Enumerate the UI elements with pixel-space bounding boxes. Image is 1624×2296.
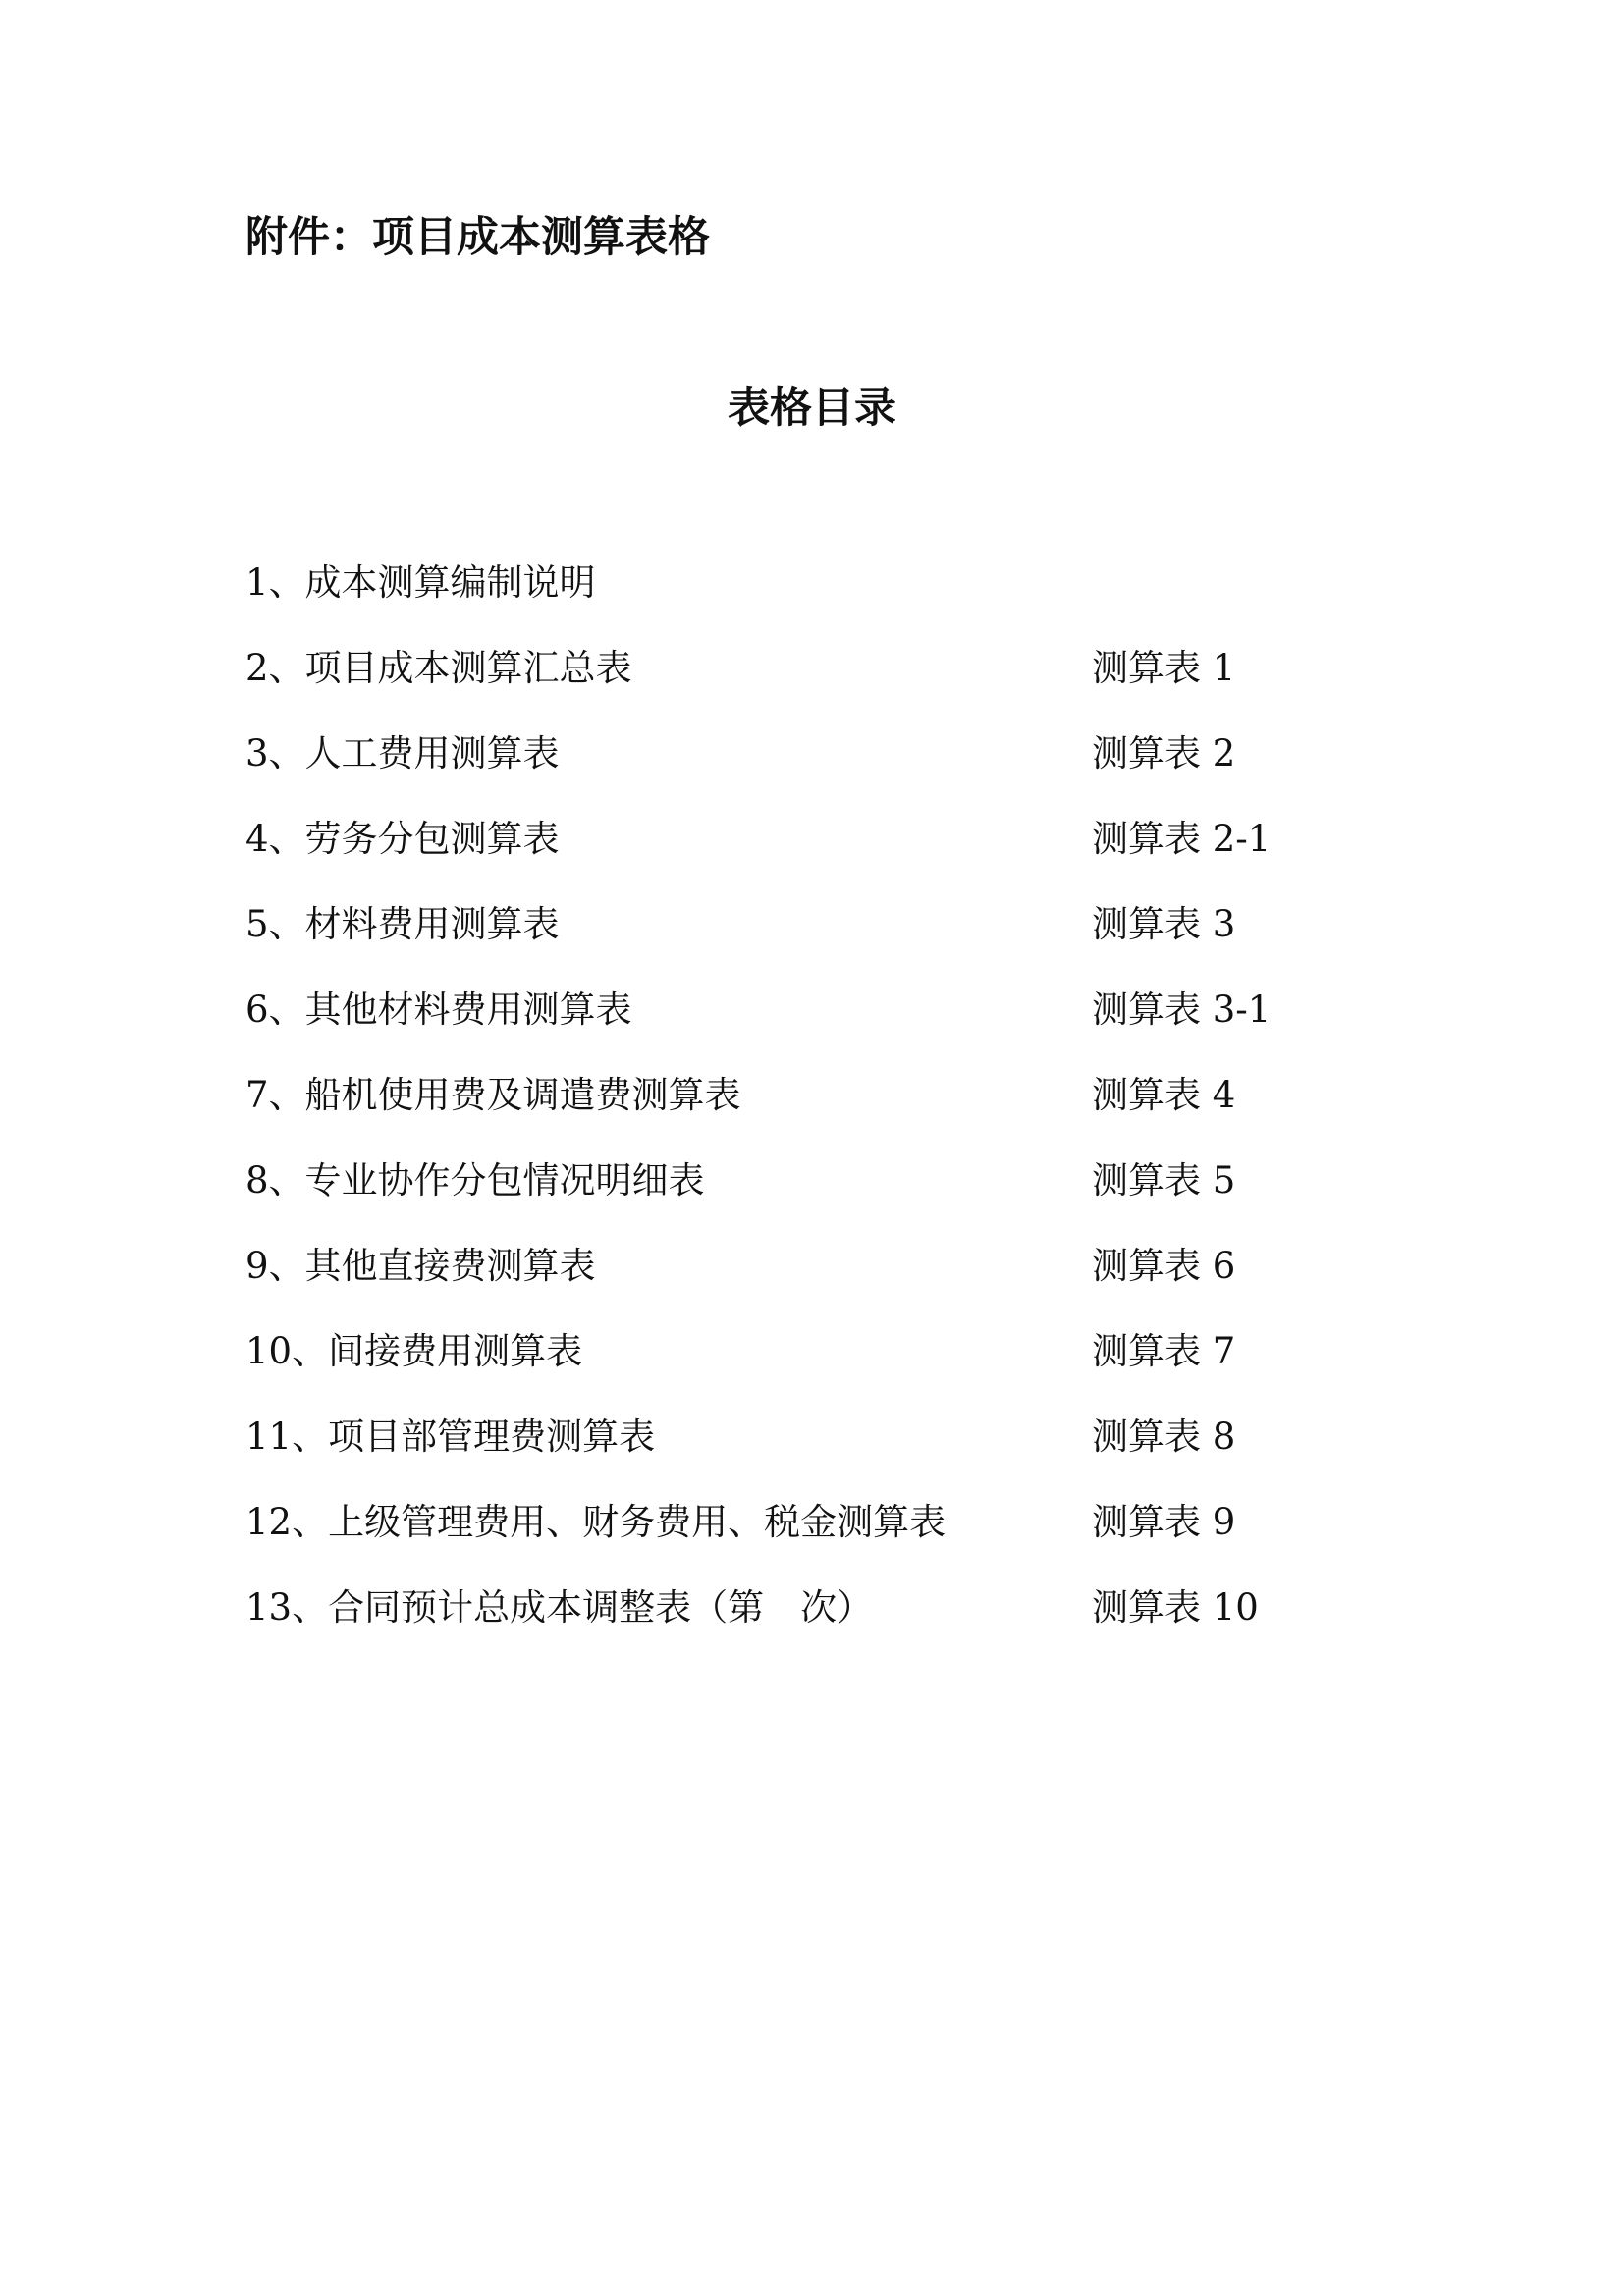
toc-item-ref: 测算表 3	[1092, 903, 1236, 945]
toc-item-label: 9、其他直接费测算表	[245, 1245, 596, 1287]
toc-item-label: 1、成本测算编制说明	[245, 561, 596, 604]
toc-item	[245, 556, 1326, 641]
toc-item-ref: 测算表 7	[1092, 1330, 1236, 1372]
toc-item-label: 7、船机使用费及调遣费测算表	[245, 1074, 741, 1116]
toc-item	[245, 1495, 1326, 1580]
toc-item	[245, 1324, 1326, 1410]
toc-item-ref: 测算表 5	[1092, 1159, 1236, 1201]
toc-item-label: 5、材料费用测算表	[245, 903, 560, 945]
toc-item-label: 13、合同预计总成本调整表（第 次）	[245, 1586, 874, 1629]
attachment-heading: 附件：项目成本测算表格	[245, 213, 710, 262]
toc-item-label: 2、项目成本测算汇总表	[245, 647, 632, 689]
toc-item	[245, 1239, 1326, 1324]
toc-item	[245, 1068, 1326, 1153]
toc-item-ref: 测算表 10	[1092, 1586, 1259, 1629]
toc-item	[245, 812, 1326, 897]
toc-item-label: 3、人工费用测算表	[245, 732, 560, 774]
toc-item-label: 8、专业协作分包情况明细表	[245, 1159, 705, 1201]
toc-item-ref: 测算表 8	[1092, 1415, 1236, 1458]
toc-item	[245, 641, 1326, 726]
toc-item-ref: 测算表 3-1	[1092, 988, 1272, 1031]
toc-item	[245, 897, 1326, 983]
toc-item-ref: 测算表 4	[1092, 1074, 1236, 1116]
table-of-contents	[245, 556, 1326, 1666]
toc-title: 表格目录	[728, 384, 896, 433]
toc-item-ref: 测算表 2-1	[1092, 818, 1272, 860]
toc-item-ref: 测算表 6	[1092, 1245, 1236, 1287]
toc-item-label: 12、上级管理费用、财务费用、税金测算表	[245, 1501, 947, 1543]
toc-item-ref: 测算表 9	[1092, 1501, 1236, 1543]
toc-item	[245, 1580, 1326, 1666]
toc-item-label: 11、项目部管理费测算表	[245, 1415, 656, 1458]
toc-item-ref: 测算表 2	[1092, 732, 1236, 774]
toc-item-ref: 测算表 1	[1092, 647, 1236, 689]
toc-item	[245, 1410, 1326, 1495]
toc-item-label: 4、劳务分包测算表	[245, 818, 560, 860]
toc-item	[245, 983, 1326, 1068]
toc-item	[245, 1153, 1326, 1239]
toc-item	[245, 726, 1326, 812]
toc-item-label: 10、间接费用测算表	[245, 1330, 583, 1372]
toc-item-label: 6、其他材料费用测算表	[245, 988, 632, 1031]
